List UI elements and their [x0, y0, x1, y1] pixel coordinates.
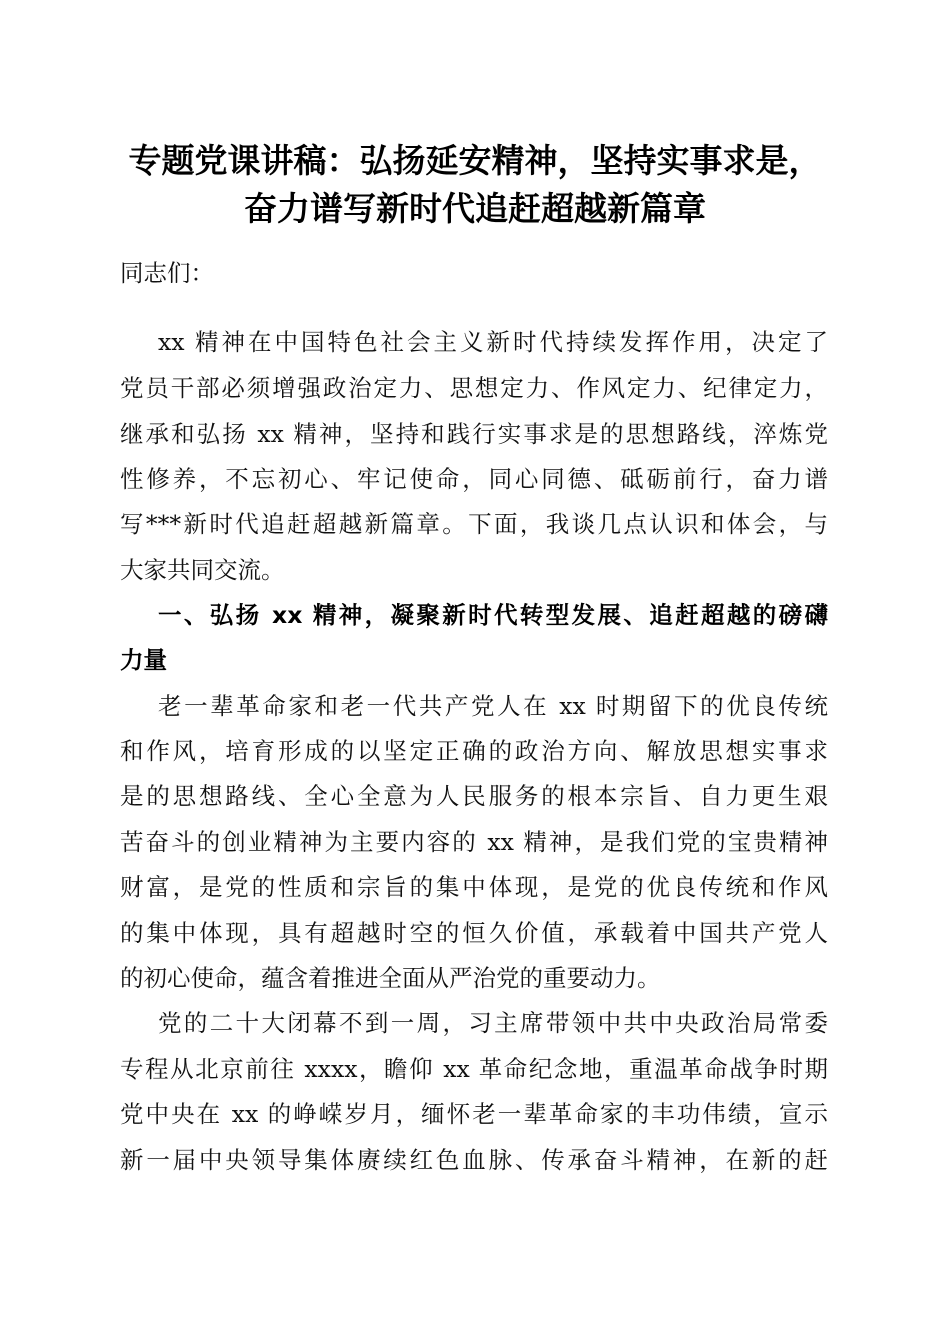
- paragraph-line: 新一届中央领导集体赓续红色血脉、传承奋斗精神，在新的赶: [120, 1146, 828, 1174]
- paragraph-line: 的集中体现，具有超越时空的恒久价值，承载着中国共产党人: [120, 919, 828, 947]
- intro-line: 继承和弘扬 xx 精神，坚持和践行实事求是的思想路线，淬炼党: [120, 420, 828, 448]
- intro-line: 性修养，不忘初心、牢记使命，同心同德、砥砺前行，奋力谱: [120, 465, 828, 493]
- paragraph-line: 老一辈革命家和老一代共产党人在 xx 时期留下的优良传统: [158, 692, 828, 720]
- section-heading-line-1: 一、弘扬 xx 精神，凝聚新时代转型发展、追赶超越的磅礴: [158, 601, 828, 629]
- salutation: 同志们：: [120, 259, 214, 287]
- intro-line: 大家共同交流。: [120, 556, 285, 584]
- paragraph-line: 财富，是党的性质和宗旨的集中体现，是党的优良传统和作风: [120, 873, 828, 901]
- paragraph-line: 专程从北京前往 xxxx，瞻仰 xx 革命纪念地，重温革命战争时期: [120, 1055, 828, 1083]
- paragraph-line: 党的二十大闭幕不到一周，习主席带领中共中央政治局常委: [158, 1009, 828, 1037]
- intro-line: xx 精神在中国特色社会主义新时代持续发挥作用，决定了: [158, 328, 828, 356]
- paragraph-line: 党中央在 xx 的峥嵘岁月，缅怀老一辈革命家的丰功伟绩，宣示: [120, 1100, 828, 1128]
- paragraph-line: 是的思想路线、全心全意为人民服务的根本宗旨、自力更生艰: [120, 782, 828, 810]
- paragraph-line: 和作风，培育形成的以坚定正确的政治方向、解放思想实事求: [120, 737, 828, 765]
- section-heading-line-2: 力量: [120, 646, 167, 674]
- intro-line: 党员干部必须增强政治定力、思想定力、作风定力、纪律定力，: [120, 374, 828, 402]
- document-title-line-2: 奋力谱写新时代追赶超越新篇章: [244, 189, 706, 228]
- paragraph-line: 苦奋斗的创业精神为主要内容的 xx 精神，是我们党的宝贵精神: [120, 828, 828, 856]
- paragraph-line: 的初心使命，蕴含着推进全面从严治党的重要动力。: [120, 964, 661, 992]
- intro-line: 写***新时代追赶超越新篇章。下面，我谈几点认识和体会，与: [120, 510, 828, 538]
- document-title-line-1: 专题党课讲稿：弘扬延安精神，坚持实事求是，: [128, 141, 822, 180]
